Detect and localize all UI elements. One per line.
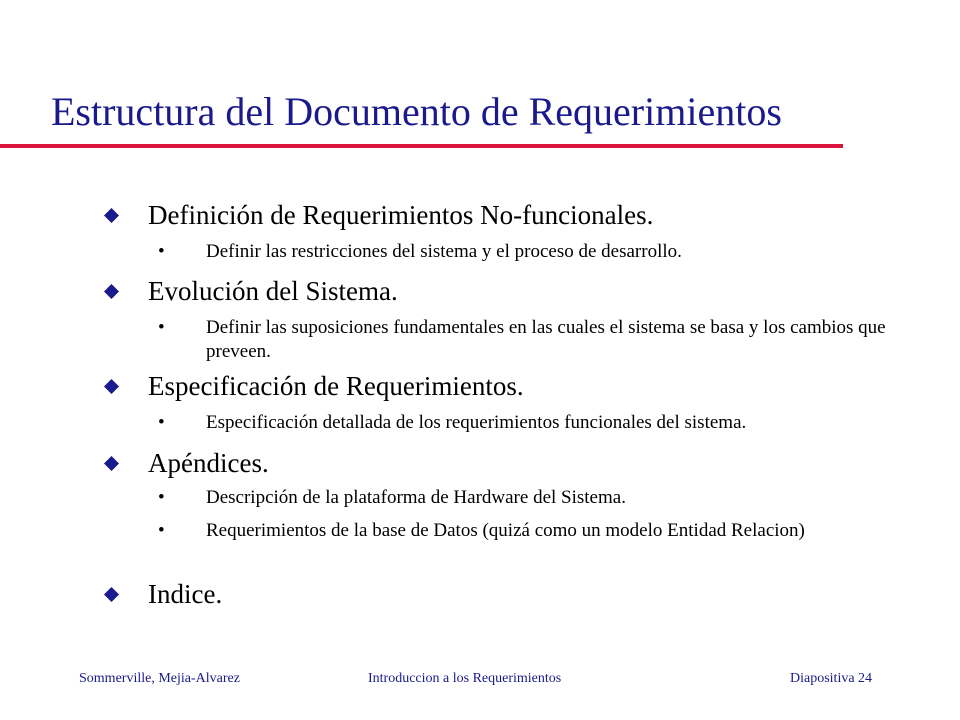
diamond-bullet-icon bbox=[104, 379, 119, 394]
outline-item-label: Definición de Requerimientos No-funcionales. bbox=[148, 200, 654, 230]
bullet-dot: • bbox=[158, 520, 165, 541]
bullet-dot: • bbox=[158, 412, 165, 433]
footer-topic: Introduccion a los Requerimientos bbox=[368, 671, 562, 686]
outline-item-label: Apéndices. bbox=[148, 448, 269, 478]
slide-title: Estructura del Documento de Requerimientos bbox=[51, 89, 782, 134]
outline-subitem-text: Requerimientos de la base de Datos (quizá como un modelo Entidad Relacion) bbox=[206, 520, 805, 541]
footer-authors: Sommerville, Mejia-Alvarez bbox=[79, 671, 240, 686]
bullet-dot: • bbox=[158, 317, 165, 338]
outline-subitem-text: Definir las restricciones del sistema y el proceso de desarrollo. bbox=[206, 241, 682, 262]
footer-slide-number: Diapositiva 24 bbox=[790, 671, 873, 686]
diamond-bullet-icon bbox=[104, 456, 119, 471]
outline-item-label: Evolución del Sistema. bbox=[148, 276, 398, 306]
outline-subitem-text: Definir las suposiciones fundamentales en las cuales el sistema se basa y los cambios que preveen. bbox=[206, 317, 886, 362]
diamond-bullet-icon bbox=[104, 208, 119, 223]
diamond-bullet-icon bbox=[104, 587, 119, 602]
diamond-bullet-icon bbox=[104, 284, 119, 299]
outline-item-label: Especificación de Requerimientos. bbox=[148, 371, 524, 401]
outline-subitem-text: Descripción de la plataforma de Hardware del Sistema. bbox=[206, 487, 626, 508]
outline-item-label: Indice. bbox=[148, 579, 223, 609]
outline-subitem-text: Especificación detallada de los requerimientos funcionales del sistema. bbox=[206, 412, 747, 433]
bullet-dot: • bbox=[158, 487, 165, 508]
bullet-dot: • bbox=[158, 241, 165, 262]
